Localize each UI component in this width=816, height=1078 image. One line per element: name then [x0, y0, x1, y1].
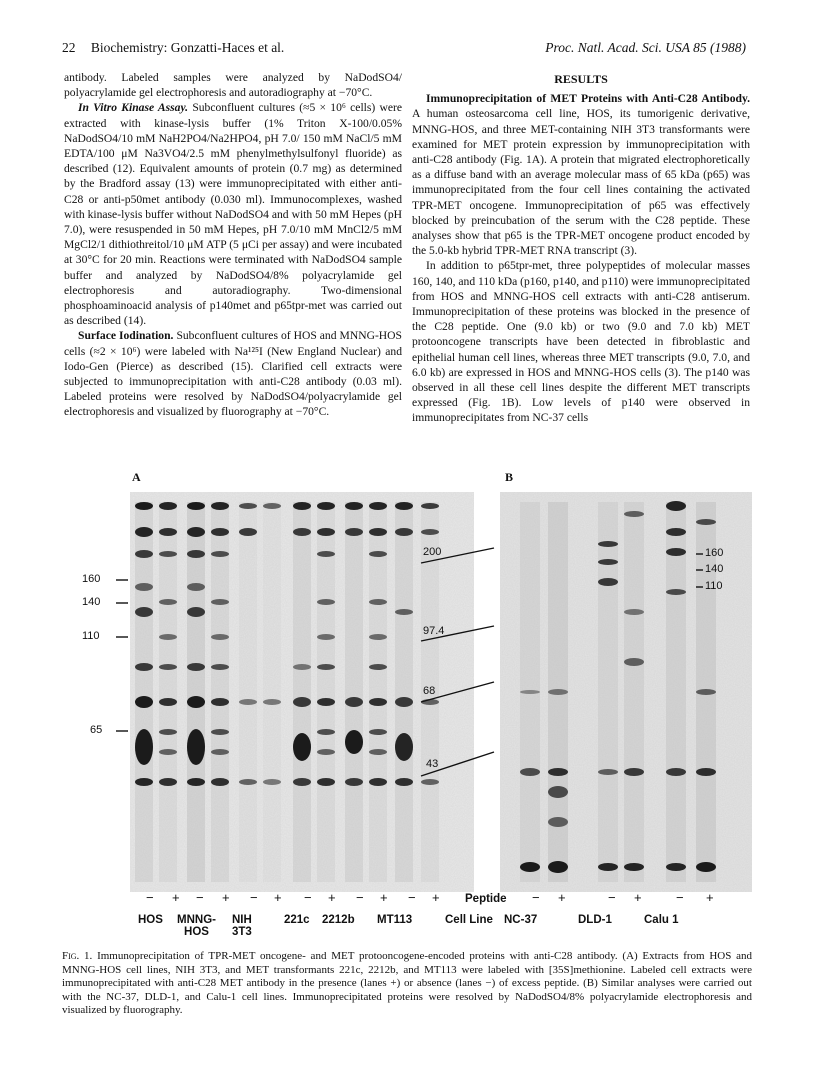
gel-band: [598, 559, 618, 565]
gel-lane: [211, 502, 229, 882]
gel-band: [395, 502, 413, 510]
gel-band: [159, 502, 177, 510]
lane-label-mt113: MT113: [377, 914, 413, 926]
surface-iodination-text: Subconfluent cultures of HOS and MNNG-HOS cells (≈2 × 10⁶) were labeled with Na¹²⁵I (New England Nuclear) and Iodo-Gen (Pierce) as described (15). Clarified cell extracts were subjected to immunoprecipitation with anti-C28 antibody (0.03 ml). Labeled proteins were resolved by NaDodSO4/polyacrylamide gel electrophoresis and visualized by fluorography at −70°C.: [64, 329, 402, 419]
gel-band: [520, 690, 540, 694]
running-title: Biochemistry: Gonzatti-Haces et al.: [90, 40, 285, 55]
right-column: [412, 70, 750, 426]
gel-lane: [187, 502, 205, 882]
gel-band: [395, 609, 413, 615]
cell-line-row-label: Cell Line: [445, 914, 493, 926]
gel-lane: [317, 502, 335, 882]
gel-band: [211, 599, 229, 605]
gel-band: [345, 730, 363, 754]
kinase-assay-heading: In Vitro Kinase Assay.: [78, 101, 189, 115]
gel-band: [159, 634, 177, 640]
mw-marker-160: 160: [82, 573, 101, 585]
panel-b-peptide-sign: −: [676, 890, 684, 905]
gel-lane: [159, 502, 177, 882]
gel-band: [317, 778, 335, 786]
gel-band: [624, 658, 644, 666]
gel-band: [187, 729, 205, 765]
gel-band: [293, 733, 311, 761]
mw-marker-110: 110: [82, 630, 100, 642]
methods-paragraph: antibody. Labeled samples were analyzed by NaDodSO4/ polyacrylamide gel electrophoresis and autoradiography at −70°C.: [64, 71, 402, 100]
gel-band: [135, 663, 153, 671]
kinase-assay-paragraph: [64, 100, 402, 328]
results-heading: RESULTS: [554, 72, 608, 86]
lane-label-hos: HOS: [138, 914, 163, 926]
lane-label-nc-37: NC-37: [504, 914, 538, 926]
gel-band: [598, 863, 618, 871]
panel-b-peptide-sign: +: [558, 890, 566, 905]
panel-a-peptide-sign: +: [274, 890, 282, 905]
gel-band: [369, 551, 387, 557]
panel-a-label: A: [132, 470, 141, 484]
gel-band: [159, 749, 177, 755]
gel-band: [187, 527, 205, 537]
gel-lane: [598, 502, 618, 882]
gel-band: [696, 768, 716, 776]
gel-lane: [135, 502, 153, 882]
gel-band: [345, 528, 363, 536]
gel-band: [135, 583, 153, 591]
caption-lead: Fig. 1.: [62, 950, 93, 962]
gel-band: [345, 697, 363, 707]
gel-band: [624, 511, 644, 517]
gel-band: [369, 729, 387, 735]
gel-band: [317, 749, 335, 755]
gel-band: [159, 778, 177, 786]
gel-band: [239, 779, 257, 785]
gel-band: [369, 778, 387, 786]
gel-band: [135, 729, 153, 765]
gel-band: [395, 697, 413, 707]
page-number: 22: [62, 40, 76, 55]
gel-band: [211, 551, 229, 557]
panel-a-peptide-sign: +: [172, 890, 180, 905]
gel-band: [548, 768, 568, 776]
gel-band: [395, 733, 413, 761]
gel-band: [369, 664, 387, 670]
gel-band: [369, 528, 387, 536]
gel-band: [421, 503, 439, 509]
kinase-assay-text: Subconfluent cultures (≈5 × 10⁶ cells) were extracted with kinase-lysis buffer (1% Triton X-100/0.05% NaDodSO4/10 mM NaH2PO4/Na2HPO4, pH 7.0/ 150 mM NaCl/5 mM EDTA/100 μM Na3VO4/2.5 mM phenylmethylsulfonyl fluoride) as described (12). Equivalent amounts of protein (0.7 mg) as determined by the Bradford assay (13) were immunoprecipitated with either anti-C28 or anti-p50met antibody (0.030 ml). Immunocomplexes, washed with kinase-lysis buffer without NaDodSO4 and with 50 mM Hepes (pH 7.0), were resuspended in 50 mM Hepes, pH 7.0/10 mM MnCl2/5 mM MgCl2/1 dithiothreitol/10 μM ATP (5 μCi per assay) and were incubated at 30°C for 20 min. Reactions were terminated with NaDodSO4 sample buffer and analyzed by NaDodSO4/8% polyacrylamide gel electrophoresis and autoradiography. Two-dimensional phosphoaminoacid analysis of p140met and p65tpr-met was carried out as described (14).: [64, 101, 403, 328]
gel-band: [421, 779, 439, 785]
gel-band: [239, 503, 257, 509]
panel-a-peptide-sign: −: [146, 890, 154, 905]
gel-band: [211, 634, 229, 640]
left-column: [64, 70, 402, 420]
figure-caption: [62, 950, 752, 1018]
gel-band: [135, 550, 153, 558]
results-paragraph-2: In addition to p65tpr-met, three polypeptides of molecular masses 160, 140, and 110 kDa (p160, p140, and p110) were immunoprecipitated from HOS and MNNG-HOS cell extracts with anti-C28 antiserum. Immunoprecipitation of these proteins was blocked in the presence of the C28 peptide. One (9.0 kb) or two (9.0 and 7.0 kb) MET protooncogene transcripts have been detected in fibroblastic and epithelial human cell lines, whereas three MET transcripts (9.0, 7.0, and 6.0 kb) are expressed in HOS and MNNG-HOS cells (3). The p140 was observed in all these cell lines despite the different MET transcripts expressed (Fig. 1B). Low levels of p140 were observed in immunoprecipitates from NC-37 cells: [412, 259, 750, 425]
gel-band: [317, 551, 335, 557]
lane-label-221c: 221c: [284, 914, 310, 926]
lane-label-nih-3t3: NIH 3T3: [232, 914, 252, 938]
mw-marker-b-110: 110: [705, 580, 723, 592]
gel-band: [187, 583, 205, 591]
panel-a-peptide-sign: +: [222, 890, 230, 905]
mw-marker-68: 68: [423, 685, 436, 697]
gel-lane: [520, 502, 540, 882]
gel-band: [548, 689, 568, 695]
lane-label-calu-1: Calu 1: [644, 914, 679, 926]
mw-marker-97-4: 97.4: [423, 625, 445, 637]
gel-band: [548, 861, 568, 873]
gel-band: [239, 699, 257, 705]
gel-band: [293, 528, 311, 536]
mw-marker-140: 140: [82, 596, 101, 608]
gel-band: [369, 502, 387, 510]
gel-lane: [263, 502, 281, 882]
gel-band: [520, 862, 540, 872]
gel-band: [421, 699, 439, 705]
panel-b-label: B: [505, 470, 514, 484]
gel-band: [395, 528, 413, 536]
surface-iodination-paragraph: [64, 328, 402, 419]
gel-band: [317, 634, 335, 640]
gel-band: [666, 528, 686, 536]
results-subheading: Immunoprecipitation of MET Proteins with Anti-C28 Antibody.: [426, 92, 750, 106]
panel-a-peptide-sign: −: [356, 890, 364, 905]
journal-citation: Proc. Natl. Acad. Sci. USA 85 (1988): [545, 40, 746, 55]
gel-band: [211, 528, 229, 536]
gel-band: [345, 778, 363, 786]
results-text-1: A human osteosarcoma cell line, HOS, its tumorigenic derivative, MNNG-HOS, and three MET-containing NIH 3T3 transformants were examined for MET protein expression by immunoprecipitation with anti-C28 antibody (Fig. 1A). A protein that migrated electrophoretically as a diffuse band with an average molecular mass of 65 kDa (p65) was immunoprecipitated from the four cell lines containing the activated TPR-MET oncogene. Immunoprecipitation of p65 was effectively blocked by preincubation of the serum with the C28 peptide. These analyses show that p65 is the TPR-MET oncogene product encoded by the 5.0-kb hybrid TPR-MET RNA transcript (3).: [412, 107, 750, 258]
gel-band: [666, 768, 686, 776]
gel-band: [666, 501, 686, 511]
panel-b-peptide-sign: +: [706, 890, 714, 905]
panel-a-peptide-sign: +: [380, 890, 388, 905]
gel-band: [159, 528, 177, 536]
gel-band: [159, 698, 177, 706]
caption-text: Immunoprecipitation of TPR-MET oncogene- and MET protooncogene-encoded proteins with anti-C28 antibody. (A) Extracts from HOS and MNNG-HOS cell lines, NIH 3T3, and MET transformants 221c, 2212b, and MT113 were labeled with [35S]methionine. Labeled cell extracts were immunoprecipitated with anti-C28 MET antibody in the presence (lanes +) or absence (lanes −) of excess peptide. (B) Similar analyses were carried out with the NC-37, DLD-1, and Calu-1 cell lines. Immunoprecipitated proteins were resolved by NaDodSO4/8% polyacrylamide electrophoresis and visualized by fluorography.: [62, 950, 752, 1016]
gel-band: [598, 541, 618, 547]
panel-a-peptide-sign: −: [250, 890, 258, 905]
gel-lane: [666, 501, 686, 882]
gel-band: [666, 589, 686, 595]
gel-band: [598, 769, 618, 775]
gel-lane: [239, 502, 257, 882]
gel-band: [187, 607, 205, 617]
gel-band: [369, 634, 387, 640]
running-header-left: [62, 40, 284, 56]
panel-a-peptide-sign: −: [196, 890, 204, 905]
gel-lane: [696, 502, 716, 882]
panel-b-peptide-sign: −: [608, 890, 616, 905]
peptide-row-label: Peptide: [465, 893, 507, 905]
panel-a-peptide-sign: −: [408, 890, 416, 905]
mw-marker-200: 200: [423, 546, 442, 558]
gel-band: [159, 664, 177, 670]
mw-marker-65: 65: [90, 724, 103, 736]
gel-lane: [395, 502, 413, 882]
gel-band: [263, 503, 281, 509]
gel-band: [317, 528, 335, 536]
gel-band: [395, 778, 413, 786]
gel-band: [187, 663, 205, 671]
gel-band: [317, 729, 335, 735]
gel-band: [293, 778, 311, 786]
gel-band: [211, 502, 229, 510]
gel-band: [624, 768, 644, 776]
gel-band: [135, 696, 153, 708]
gel-band: [624, 863, 644, 871]
lane-label-2212b: 2212b: [322, 914, 355, 926]
gel-band: [520, 768, 540, 776]
gel-band: [548, 817, 568, 827]
gel-band: [211, 729, 229, 735]
gel-band: [598, 578, 618, 586]
gel-band: [293, 502, 311, 510]
gel-band: [317, 599, 335, 605]
gel-lane: [345, 502, 363, 882]
panel-b-peptide-sign: +: [634, 890, 642, 905]
gel-band: [211, 778, 229, 786]
gel-band: [187, 696, 205, 708]
panel-b-peptide-sign: −: [532, 890, 540, 905]
gel-band: [696, 862, 716, 872]
gel-band: [159, 551, 177, 557]
panel-a-peptide-sign: +: [328, 890, 336, 905]
gel-lane: [369, 502, 387, 882]
gel-band: [135, 778, 153, 786]
mw-marker-43: 43: [426, 758, 439, 770]
gel-band: [317, 502, 335, 510]
gel-band: [135, 527, 153, 537]
gel-band: [369, 599, 387, 605]
gel-band: [696, 689, 716, 695]
gel-band: [421, 529, 439, 535]
mw-marker-b-140: 140: [705, 563, 724, 575]
lane-label-mnng-hos: MNNG- HOS: [177, 914, 216, 938]
gel-band: [263, 699, 281, 705]
gel-band: [187, 550, 205, 558]
surface-iodination-heading: Surface Iodination.: [78, 329, 174, 343]
gel-lane: [293, 502, 311, 882]
panel-a-peptide-sign: −: [304, 890, 312, 905]
gel-band: [369, 749, 387, 755]
gel-lane: [548, 502, 568, 882]
gel-band: [317, 664, 335, 670]
gel-band: [187, 502, 205, 510]
gel-band: [317, 698, 335, 706]
gel-band: [696, 519, 716, 525]
gel-band: [548, 786, 568, 798]
gel-band: [159, 729, 177, 735]
gel-band: [135, 607, 153, 617]
gel-band: [211, 664, 229, 670]
gel-band: [263, 779, 281, 785]
gel-band: [239, 528, 257, 536]
gel-band: [187, 778, 205, 786]
gel-band: [159, 599, 177, 605]
gel-band: [369, 698, 387, 706]
gel-band: [666, 863, 686, 871]
gel-band: [666, 548, 686, 556]
gel-band: [211, 749, 229, 755]
figure-1: [60, 470, 760, 940]
gel-band: [293, 664, 311, 670]
gel-band: [135, 502, 153, 510]
gel-band: [624, 609, 644, 615]
gel-band: [293, 697, 311, 707]
panel-a-peptide-sign: +: [432, 890, 440, 905]
mw-marker-b-160: 160: [705, 547, 724, 559]
lane-label-dld-1: DLD-1: [578, 914, 612, 926]
results-paragraph-1: [412, 91, 750, 258]
gel-lane: [624, 502, 644, 882]
gel-band: [345, 502, 363, 510]
gel-band: [211, 698, 229, 706]
